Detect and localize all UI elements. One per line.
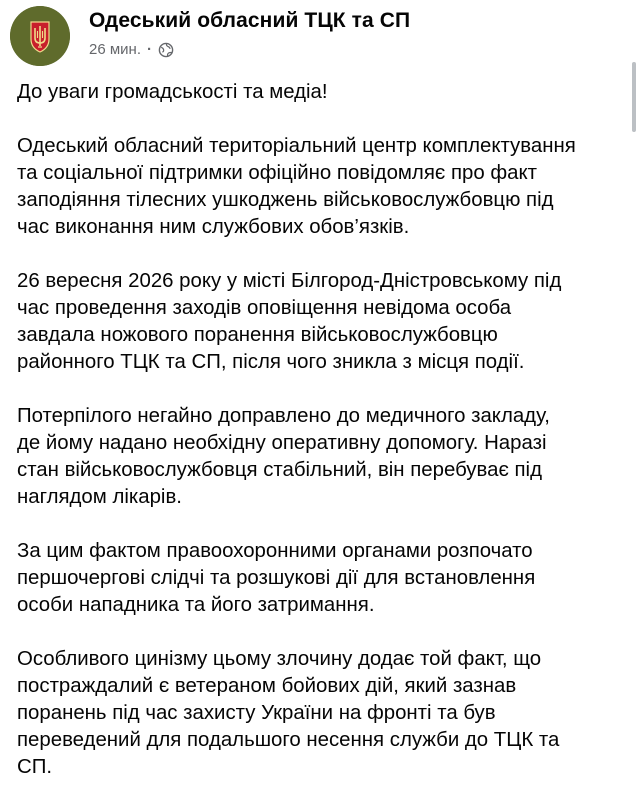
post-paragraph: За цим фактом правоохоронними органами розпочато першочергові слідчі та розшукові дії для встановлення особи нападника та його затримання. xyxy=(17,540,536,616)
globe-icon[interactable] xyxy=(158,42,174,58)
post-header xyxy=(10,6,629,66)
avatar[interactable] xyxy=(10,6,70,66)
trident-emblem-icon xyxy=(10,6,70,66)
post-paragraph: 26 вересня 2026 року у місті Білгород-Дністровському під час проведення заходів оповіщення невідома особа завдала ножового поранення військовослужбовцю районного ТЦК та СП, після чого зникла з місця події. xyxy=(17,270,562,373)
scrollbar[interactable] xyxy=(632,62,636,132)
post-paragraph: Потерпілого негайно доправлено до медичного закладу, де йому надано необхідну оперативну допомогу. Наразі стан військовослужбовця стабільний, він перебуває під наглядом лікарів. xyxy=(17,405,550,508)
post-timestamp[interactable]: 26 мин. xyxy=(89,41,141,58)
post-meta xyxy=(89,41,174,58)
post-paragraph: Особливого цинізму цьому злочину додає той факт, що постраждалий є ветераном бойових дій, який зазнав поранень під час захисту України на фронті та був переведений для подальшого несення служби до ТЦК та СП. xyxy=(17,648,560,778)
page-name-link[interactable]: Одеський обласний ТЦК та СП xyxy=(89,9,411,32)
post-body xyxy=(17,79,622,808)
meta-separator: · xyxy=(147,41,152,58)
post-paragraph: Одеський обласний територіальний центр комплектування та соціальної підтримки офіційно повідомляє про факт заподіяння тілесних ушкоджень військовослужбовцю під час виконання ним службових обов’язків. xyxy=(17,135,576,238)
post-paragraph: До уваги громадськості та медіа! xyxy=(17,81,328,103)
